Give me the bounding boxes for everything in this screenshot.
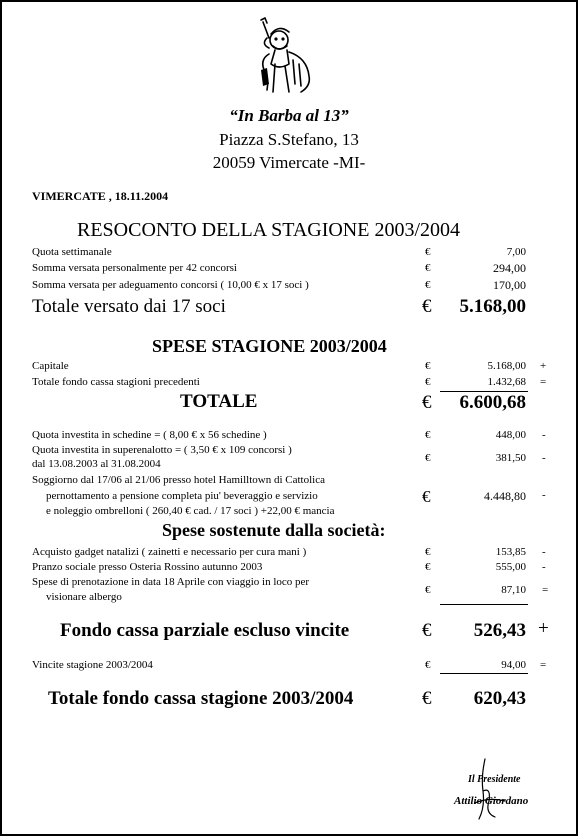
operator: - [542,429,546,441]
resoconto-title: RESOCONTO DELLA STAGIONE 2003/2004 [77,219,461,241]
societa-title: Spese sostenute dalla società: [162,520,386,540]
gadget-amount: 153,85 [495,546,526,558]
schedine-label: Quota investita in schedine = ( 8,00 € x 56 schedine ) [32,429,267,441]
operator: = [540,376,547,388]
euro-sign: € [425,546,431,558]
fondo-parziale-label: Fondo cassa parziale escluso vincite [60,620,350,641]
document-date: VIMERCATE , 18.11.2004 [32,189,169,203]
euro-sign: € [425,659,431,671]
operator: - [542,452,546,464]
totale-label: TOTALE [180,391,258,412]
operator: = [540,659,547,671]
operator: - [542,489,546,501]
operator: - [542,546,546,558]
euro-sign: € [425,262,431,274]
sum-rule [440,604,528,605]
euro-sign: € [425,584,431,596]
prenotazione-detail: visionare albergo [46,591,122,603]
euro-sign: € [425,360,431,372]
soggiorno-detail: pernottamento a pensione completa piu' beveraggio e servizio [46,490,318,502]
signature-name: Attilio Giordano [454,795,529,807]
superenalotto-amount: 381,50 [495,452,526,464]
euro-sign: € [425,429,431,441]
euro-sign: € [422,620,432,641]
vincite-amount: 94,00 [501,659,526,671]
totale-versato-amount: 5.168,00 [459,296,526,317]
totale-finale-label: Totale fondo cassa stagione 2003/2004 [48,688,354,709]
superenalotto-period: dal 13.08.2003 al 31.08.2004 [32,458,161,470]
totale-amount: 6.600,68 [459,392,526,413]
capitale-amount: 5.168,00 [487,360,526,372]
soggiorno-amount: 4.448,80 [484,489,526,503]
euro-sign: € [422,392,432,413]
euro-sign: € [425,279,431,291]
spese-title: SPESE STAGIONE 2003/2004 [152,336,387,356]
euro-sign: € [422,296,432,317]
handwritten-signature-icon [445,757,545,822]
club-name: “In Barba al 13” [229,106,349,125]
euro-sign: € [425,246,431,258]
soggiorno-label: Soggiorno dal 17/06 al 21/06 presso hotel Hamilltown di Cattolica [32,474,325,486]
operator: - [542,561,546,573]
sum-rule [440,673,528,674]
prenotazione-amount: 87,10 [501,584,526,596]
euro-sign: € [425,561,431,573]
totale-versato-label: Totale versato dai 17 soci [32,296,226,317]
mascot-logo-icon [249,14,319,96]
euro-sign: € [422,688,432,709]
euro-sign: € [425,376,431,388]
prenotazione-label: Spese di prenotazione in data 18 Aprile con viaggio in loco per [32,576,310,588]
operator: + [538,618,549,639]
gadget-label: Acquisto gadget natalizi ( zainetti e necessario per cura mani ) [32,546,307,558]
pranzo-label: Pranzo sociale presso Osteria Rossino autunno 2003 [32,561,263,573]
club-address: Piazza S.Stefano, 13 [219,130,359,149]
euro-sign: € [422,487,431,506]
row-label: Somma versata per adeguamento concorsi ( 10,00 € x 17 soci ) [32,279,309,291]
row-label: Quota settimanale [32,246,112,258]
row-label: Somma versata personalmente per 42 concorsi [32,262,237,274]
vincite-label: Vincite stagione 2003/2004 [32,659,153,671]
club-city: 20059 Vimercate -MI- [212,153,366,172]
row-amount: 170,00 [493,278,526,292]
schedine-amount: 448,00 [495,429,526,441]
totale-finale-amount: 620,43 [473,688,526,709]
row-amount: 294,00 [493,261,526,275]
operator: = [542,584,549,596]
euro-sign: € [425,452,431,464]
fondo-precedenti-amount: 1.432,68 [487,376,526,388]
fondo-precedenti-label: Totale fondo cassa stagioni precedenti [32,376,200,388]
pranzo-amount: 555,00 [495,561,526,573]
fondo-parziale-amount: 526,43 [473,620,526,641]
superenalotto-label: Quota investita in superenalotto = ( 3,50 € x 109 concorsi ) [32,444,292,456]
row-amount: 7,00 [506,246,526,258]
signature-role: Il Presidente [468,774,521,785]
operator: + [540,360,547,372]
capitale-label: Capitale [32,360,69,372]
soggiorno-detail: e noleggio ombrelloni ( 260,40 € cad. / 17 soci ) +22,00 € mancia [46,505,335,517]
